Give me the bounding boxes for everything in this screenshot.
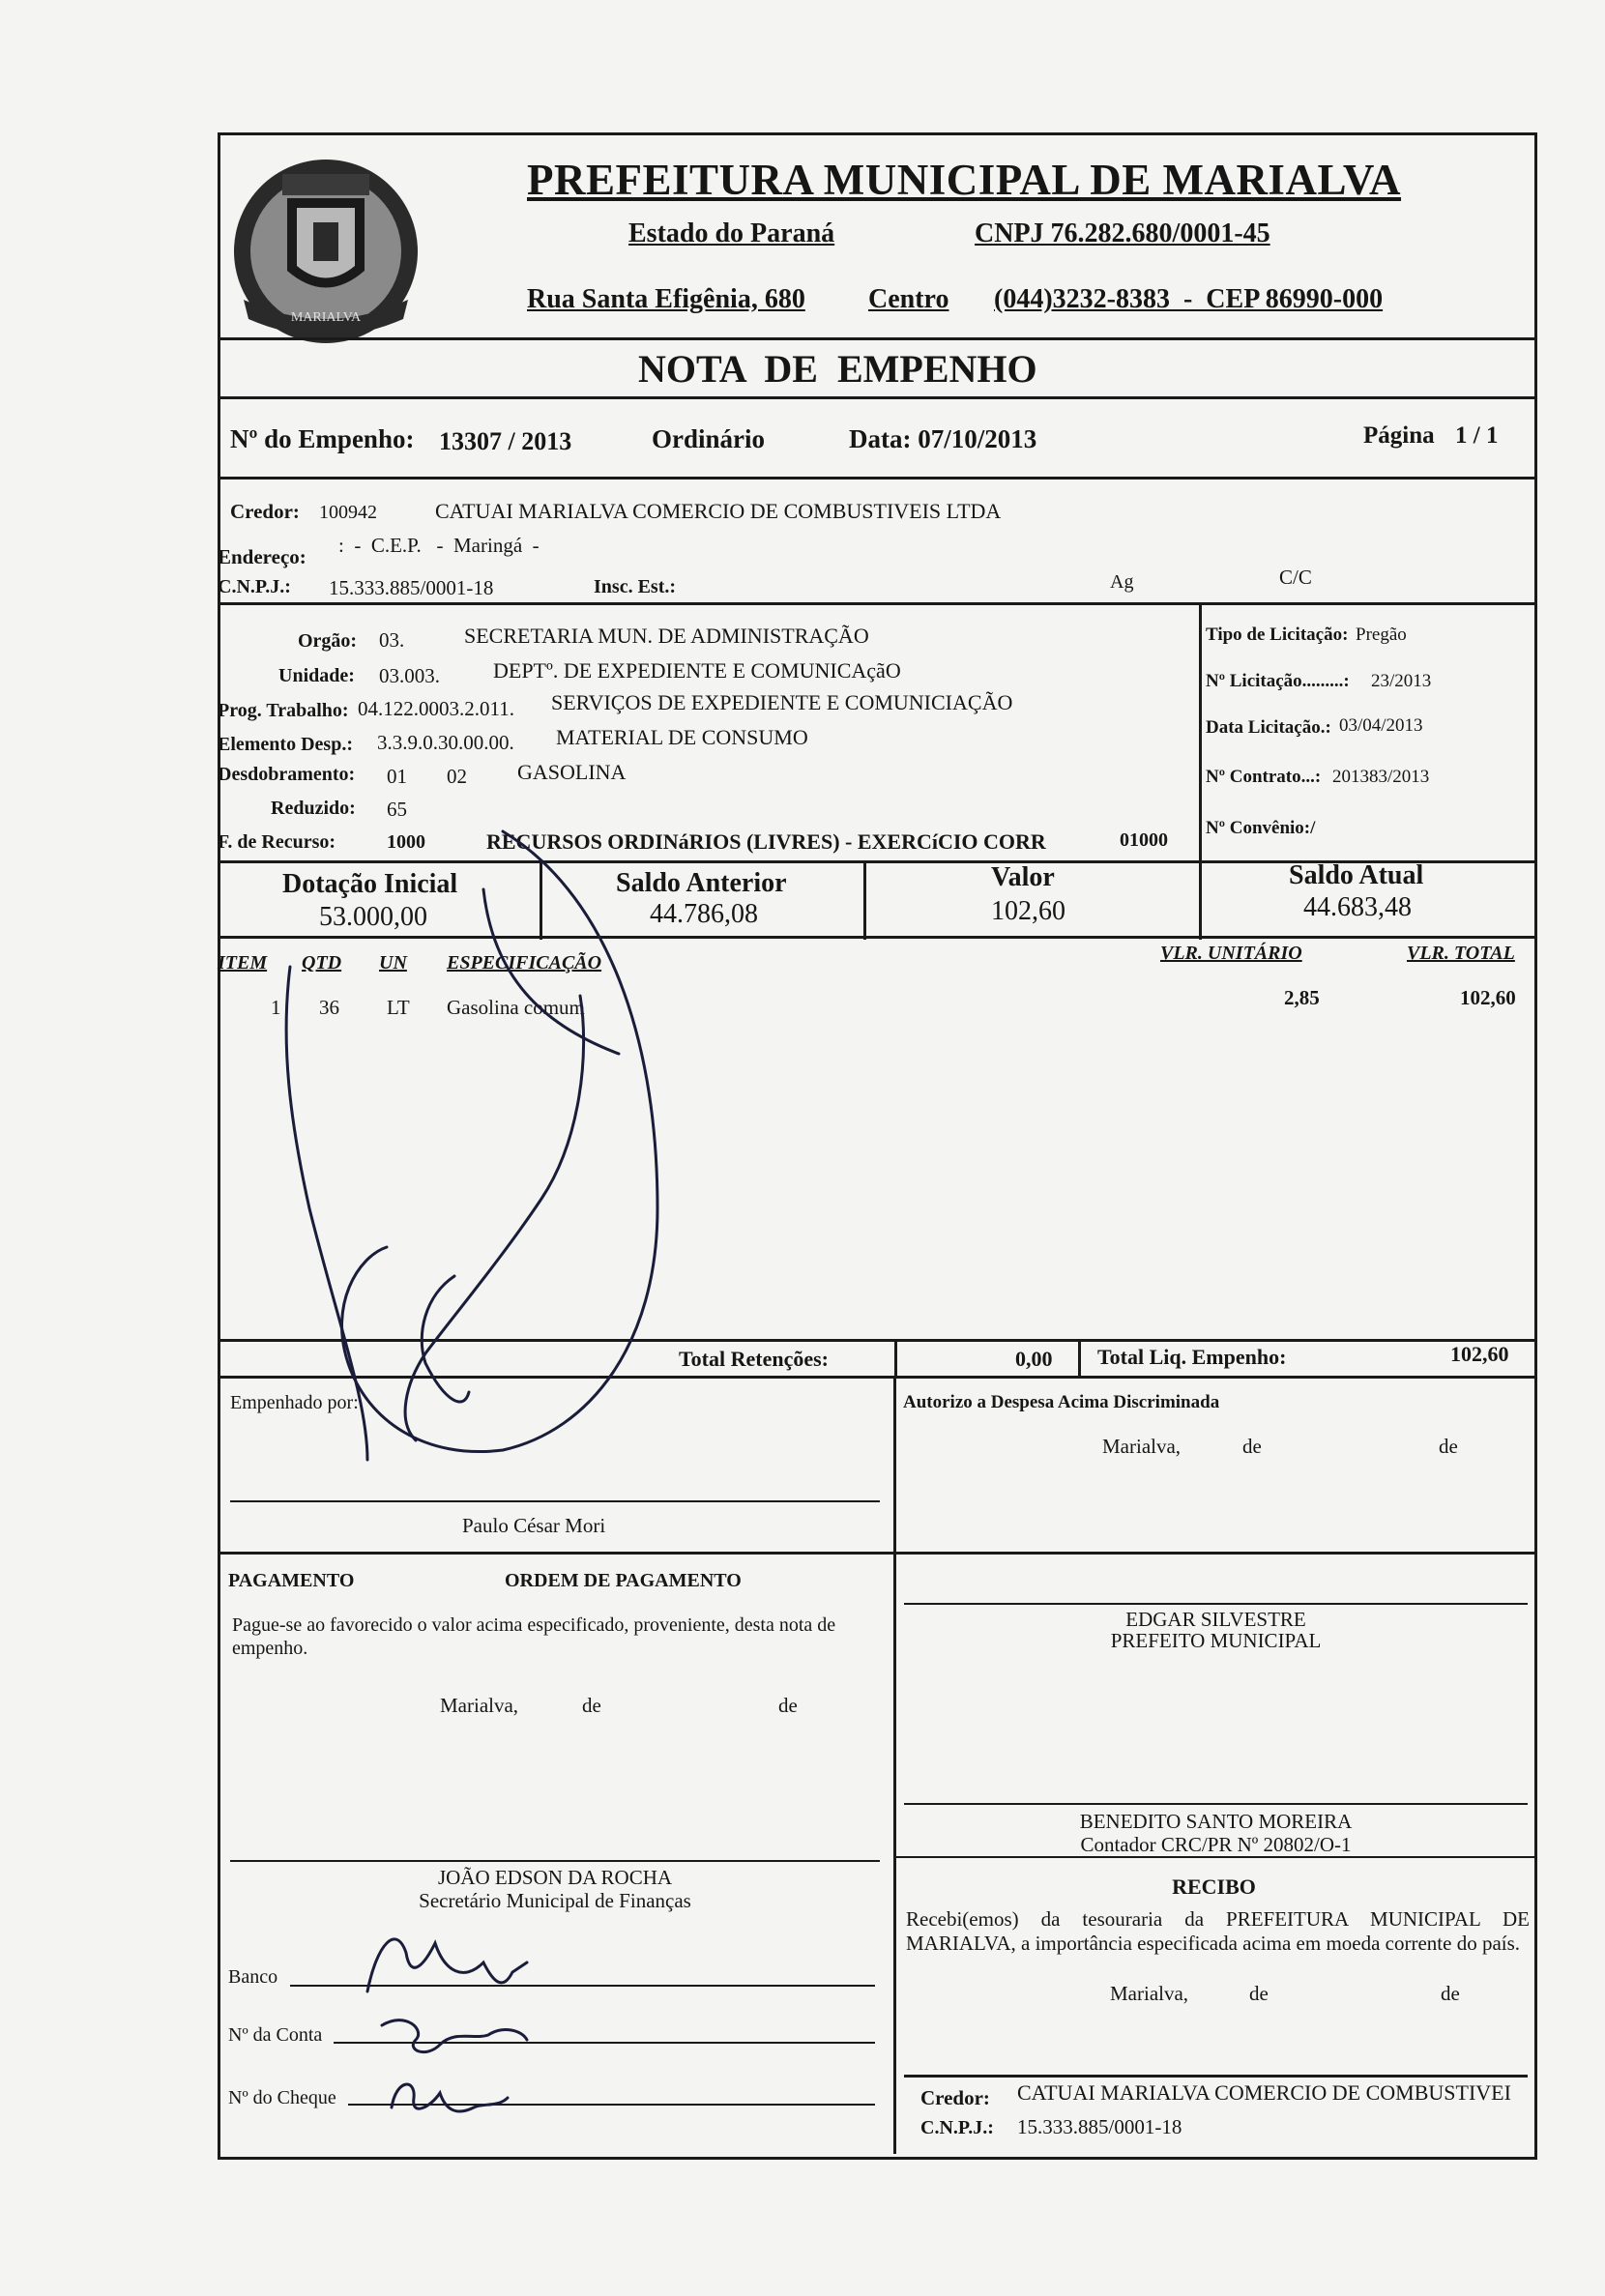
conta-label: Nº da Conta xyxy=(228,2024,323,2046)
liq-value: 102,60 xyxy=(1450,1342,1509,1366)
item-espec: Gasolina comum xyxy=(447,996,585,1019)
header-phone-cep: (044)3232-8383 - CEP 86990-000 xyxy=(994,284,1384,314)
document-title: NOTA DE EMPENHO xyxy=(638,347,1037,391)
pagamento-de1: de xyxy=(582,1694,601,1717)
saldo-atual-label: Saldo Atual xyxy=(1289,860,1424,890)
recibo-de2: de xyxy=(1441,1982,1460,2005)
item-qtd: 36 xyxy=(319,996,339,1019)
items-header-qtd: QTD xyxy=(302,952,342,974)
contador-title: Contador CRC/PR Nº 20802/O-1 xyxy=(1080,1833,1352,1856)
pagamento-label: PAGAMENTO xyxy=(228,1570,355,1591)
recibo-text: Recebi(emos) da tesouraria da PREFEITURA MUNICIPAL DE MARIALVA, a importância especificada acima em moeda corrente do país. xyxy=(906,1907,1530,1955)
cheque-label: Nº do Cheque xyxy=(228,2087,336,2108)
autorizo-de1: de xyxy=(1242,1435,1262,1458)
credor-name: CATUAI MARIALVA COMERCIO DE COMBUSTIVEIS LTDA xyxy=(435,499,1002,523)
header-address: Rua Santa Efigênia, 680 xyxy=(527,284,805,314)
item-number: 1 xyxy=(271,996,281,1019)
desdobramento-b: 02 xyxy=(447,765,467,788)
contrato-value: 201383/2013 xyxy=(1332,767,1430,787)
orgao-label: Orgão: xyxy=(298,630,358,652)
credor-label: Credor: xyxy=(230,500,300,523)
recibo-cnpj-label: C.N.P.J.: xyxy=(920,2117,994,2138)
licitacao-data-label: Data Licitação.: xyxy=(1206,717,1331,738)
elemento-code: 3.3.9.0.30.00.00. xyxy=(377,731,514,754)
licitacao-num: 23/2013 xyxy=(1371,671,1432,691)
empenhado-signer: Paulo César Mori xyxy=(462,1514,606,1537)
secretario-name: JOÃO EDSON DA ROCHA xyxy=(437,1866,673,1889)
licitacao-num-label: Nº Licitação.........: xyxy=(1206,671,1350,691)
recibo-de1: de xyxy=(1249,1982,1269,2005)
liq-label: Total Liq. Empenho: xyxy=(1097,1345,1287,1369)
recurso-label: F. de Recurso: xyxy=(218,831,336,853)
reduzido-label: Reduzido: xyxy=(271,798,356,819)
valor-value: 102,60 xyxy=(991,896,1065,926)
item-total: 102,60 xyxy=(1460,986,1516,1009)
insc-label: Insc. Est.: xyxy=(594,576,677,597)
contador-name: BENEDITO SANTO MOREIRA xyxy=(1079,1810,1353,1833)
credor-code: 100942 xyxy=(319,502,377,523)
pagamento-city: Marialva, xyxy=(440,1694,519,1717)
secretario-title: Secretário Municipal de Finanças xyxy=(419,1889,691,1912)
items-header-un: UN xyxy=(379,952,407,974)
cc-label: C/C xyxy=(1279,566,1312,589)
elemento-label: Elemento Desp.: xyxy=(218,734,353,755)
prog-code: 04.122.0003.2.011. xyxy=(358,697,514,720)
prefeito-name: EDGAR SILVESTRE xyxy=(1125,1608,1306,1631)
recibo-city: Marialva, xyxy=(1110,1982,1189,2005)
recurso-code: 1000 xyxy=(387,831,425,853)
ordem-label: ORDEM DE PAGAMENTO xyxy=(505,1570,742,1591)
autorizo-label: Autorizo a Despesa Acima Discriminada xyxy=(903,1392,1220,1412)
header-state: Estado do Paraná xyxy=(628,218,835,248)
saldo-anterior-value: 44.786,08 xyxy=(650,899,758,929)
pagamento-text: Pague-se ao favorecido o valor acima especificado, proveniente, desta nota de empenho. xyxy=(232,1614,836,1659)
dotacao-label: Dotação Inicial xyxy=(282,869,458,899)
coat-of-arms-logo xyxy=(224,155,427,348)
item-unit: 2,85 xyxy=(1284,986,1320,1009)
items-header-espec: ESPECIFICAÇÃO xyxy=(447,952,602,974)
recibo-label: RECIBO xyxy=(1172,1875,1256,1899)
pagamento-de2: de xyxy=(778,1694,798,1717)
retencoes-label: Total Retenções: xyxy=(679,1347,829,1371)
items-header-total: VLR. TOTAL xyxy=(1407,943,1515,964)
autorizo-city: Marialva, xyxy=(1102,1435,1182,1458)
page-label: Página xyxy=(1363,422,1435,449)
licitacao-tipo-label: Tipo de Licitação: xyxy=(1206,625,1349,645)
recibo-credor: CATUAI MARIALVA COMERCIO DE COMBUSTIVEI xyxy=(1017,2080,1511,2105)
convenio-label: Nº Convênio:/ xyxy=(1206,818,1316,838)
recibo-credor-label: Credor: xyxy=(920,2086,990,2109)
empenho-date: Data: 07/10/2013 xyxy=(849,424,1037,453)
svg-text:MARIALVA: MARIALVA xyxy=(290,310,362,325)
orgao-name: SECRETARIA MUN. DE ADMINISTRAÇÃO xyxy=(464,624,869,648)
endereco-value: : - C.E.P. - Maringá - xyxy=(338,534,540,557)
endereco-label: Endereço: xyxy=(218,545,306,568)
prog-label: Prog. Trabalho: xyxy=(218,700,349,721)
desdobramento-label: Desdobramento: xyxy=(218,764,356,785)
banco-label: Banco xyxy=(228,1966,278,1988)
unidade-code: 03.003. xyxy=(379,664,440,687)
recurso-ref: 01000 xyxy=(1120,829,1168,851)
saldo-anterior-label: Saldo Anterior xyxy=(616,868,787,898)
header-title: PREFEITURA MUNICIPAL DE MARIALVA xyxy=(527,156,1402,204)
unidade-name: DEPTº. DE EXPEDIENTE E COMUNICAçãO xyxy=(493,658,901,683)
elemento-name: MATERIAL DE CONSUMO xyxy=(556,725,808,749)
recibo-cnpj: 15.333.885/0001-18 xyxy=(1017,2115,1182,2138)
empenhado-label: Empenhado por: xyxy=(230,1392,359,1413)
recurso-name: RECURSOS ORDINáRIOS (LIVRES) - EXERCíCIO CORR xyxy=(486,829,1046,854)
prog-name: SERVIÇOS DE EXPEDIENTE E COMUNICIAÇÃO xyxy=(551,690,1013,714)
empenho-number: 13307 / 2013 xyxy=(439,427,572,455)
contrato-label: Nº Contrato...: xyxy=(1206,767,1322,787)
desdobramento-name: GASOLINA xyxy=(517,760,627,784)
dotacao-value: 53.000,00 xyxy=(319,902,427,932)
reduzido-value: 65 xyxy=(387,798,407,821)
empenho-label: Nº do Empenho: xyxy=(230,424,415,453)
item-un: LT xyxy=(387,996,410,1019)
items-header-unit: VLR. UNITÁRIO xyxy=(1160,943,1302,964)
autorizo-de2: de xyxy=(1439,1435,1458,1458)
items-header-item: ITEM xyxy=(218,952,268,974)
prefeito-title: PREFEITO MUNICIPAL xyxy=(1110,1629,1322,1652)
valor-label: Valor xyxy=(991,862,1055,892)
unidade-label: Unidade: xyxy=(278,665,355,686)
cnpj-label: C.N.P.J.: xyxy=(218,576,291,597)
header-district: Centro xyxy=(868,284,949,314)
orgao-code: 03. xyxy=(379,628,405,652)
licitacao-tipo: Pregão xyxy=(1356,625,1407,645)
saldo-atual-value: 44.683,48 xyxy=(1303,892,1412,922)
cnpj-value: 15.333.885/0001-18 xyxy=(329,576,494,599)
empenho-type: Ordinário xyxy=(652,424,766,453)
licitacao-data: 03/04/2013 xyxy=(1339,715,1423,736)
desdobramento-a: 01 xyxy=(387,765,407,788)
ag-label: Ag xyxy=(1110,571,1134,593)
retencoes-value: 0,00 xyxy=(1015,1347,1053,1371)
page-number: 1 / 1 xyxy=(1455,422,1499,449)
header-cnpj: CNPJ 76.282.680/0001-45 xyxy=(975,218,1270,248)
